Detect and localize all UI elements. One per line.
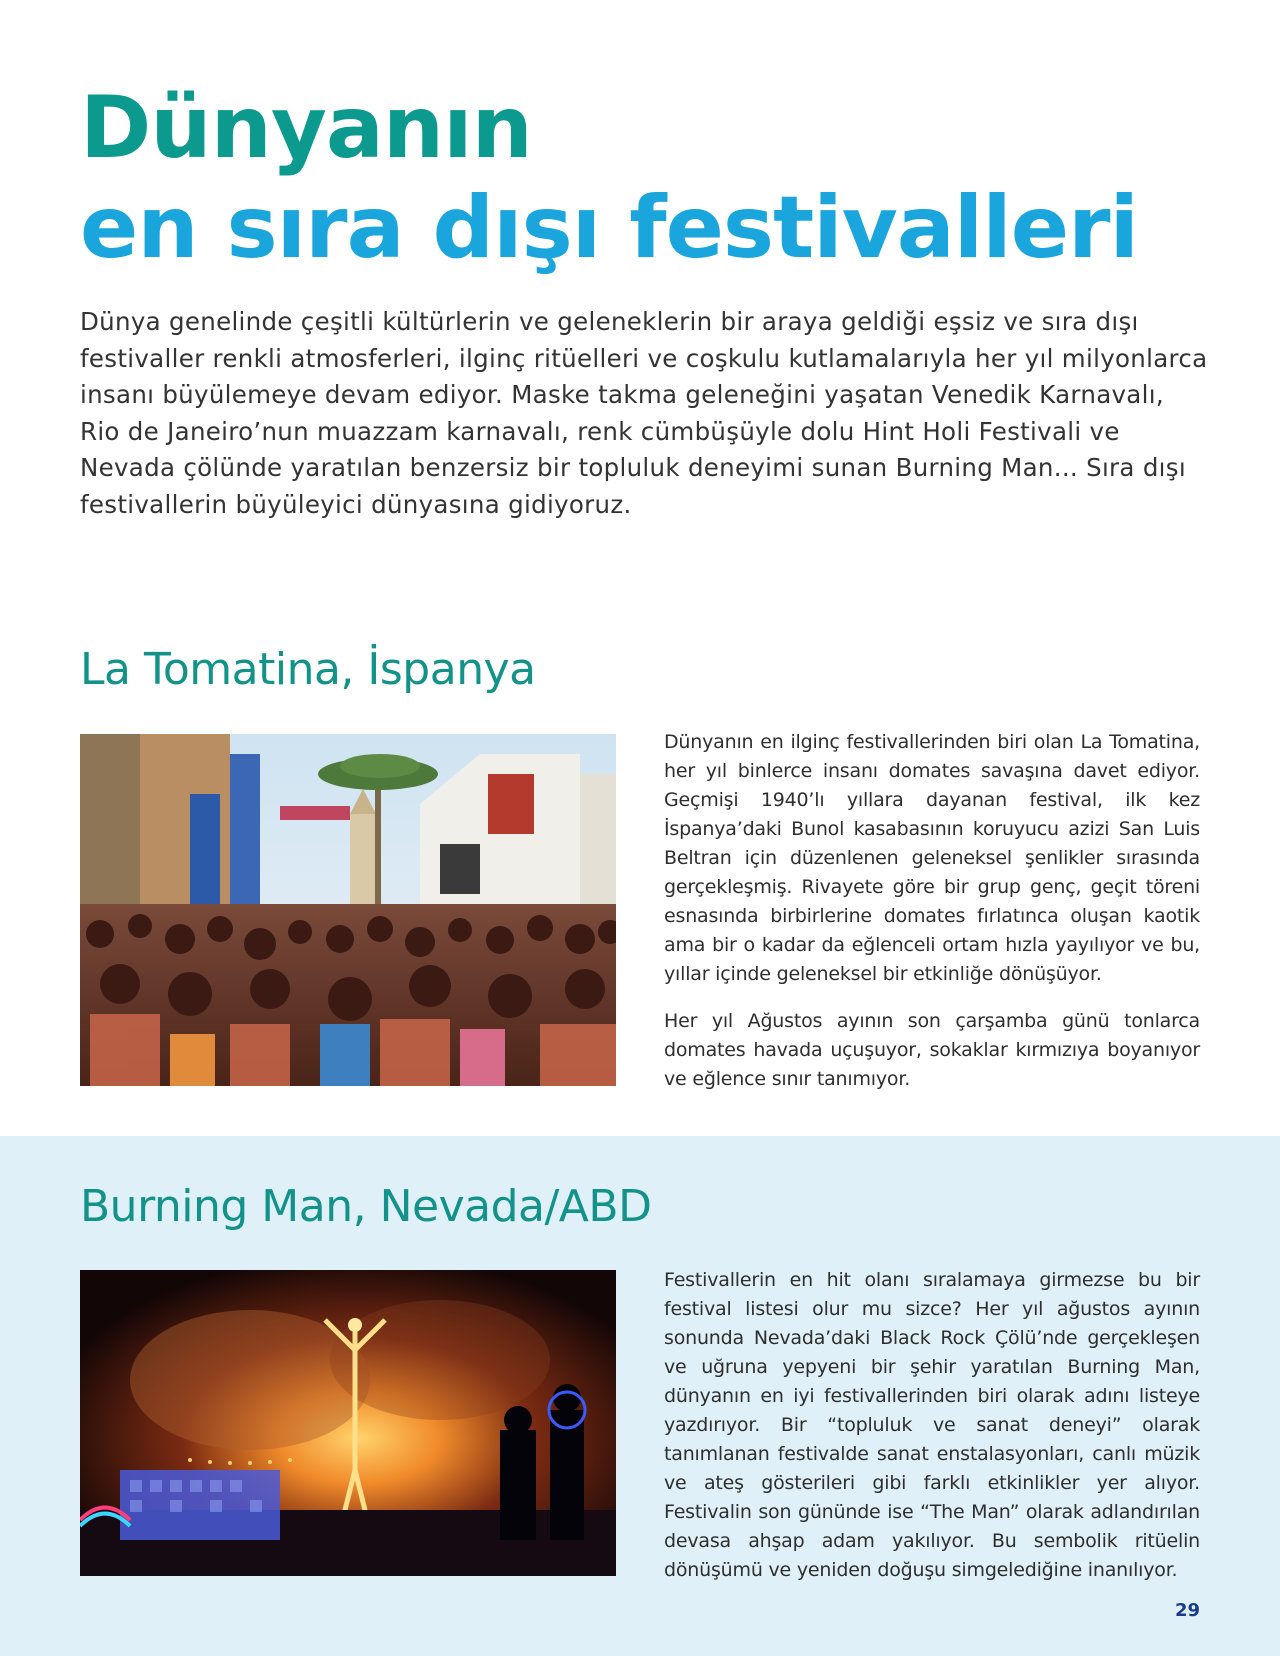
section-heading-la-tomatina: La Tomatina, İspanya <box>80 644 536 695</box>
la-tomatina-photo <box>80 734 616 1086</box>
burning-man-text <box>664 1266 1200 1585</box>
title-line-1: Dünyanın <box>80 78 532 178</box>
la-tomatina-paragraph-1: Dünyanın en ilginç festivallerinden biri olan La Tomatina, her yıl binlerce insanı domates savaşına davet ediyor. Geçmişi 1940’lı yıllara dayanan festival, ilk kez İspanya’daki Bunol kasabasının koruyucu azizi San Luis Beltran için düzenlenen geleneksel şenlikler sırasında gerçekleşmiş. Rivayete göre bir grup genç, geçit töreni esnasında birbirlerine domates fırlatınca oluşan kaotik ama bir o kadar da eğlenceli ortam hızla yayılıyor ve bu, yıllar içinde geleneksel bir etkinliğe dönüşüyor. <box>664 731 1200 985</box>
burning-man-paragraph-1: Festivallerin en hit olanı sıralamaya girmezse bu bir festival listesi olur mu sizce? Her yıl ağustos ayının sonunda Nevada’daki Black Rock Çölü’nde gerçekleşen ve uğruna yepyeni bir şehir yaratılan Burning Man, dünyanın en iyi festivallerinden biri olarak adını listeye yazdırıyor. Bir “topluluk ve sanat deneyi” olarak tanımlanan festivalde sanat enstalasyonları, canlı müzik ve ateş gösterileri gibi farklı etkinlikler yer alıyor. Festivalin son gününde ise “The Man” olarak adlandırılan devasa ahşap adam yakılıyor. Bu sembolik ritüelin dönüşümü ve yeniden doğuşu simgelediğine inanılıyor. <box>664 1269 1200 1581</box>
title-line-2: en sıra dışı festivalleri <box>80 178 1138 278</box>
page-number: 29 <box>1174 1600 1200 1621</box>
section-heading-burning-man: Burning Man, Nevada/ABD <box>80 1181 652 1232</box>
intro-paragraph: Dünya genelinde çeşitli kültürlerin ve geleneklerin bir araya geldiği eşsiz ve sıra dışı festivaller renkli atmosferleri, ilginç ritüelleri ve coşkulu kutlamalarıyla her yıl milyonlarca insanı büyülemeye devam ediyor. Maske takma geleneğini yaşatan Venedik Karnavalı, Rio de Janeiro’nun muazzam karnavalı, renk cümbüşüyle dolu Hint Holi Festivali ve Nevada çölünde yaratılan benzersiz bir topluluk deneyimi sunan Burning Man... Sıra dışı festivallerin büyüleyici dünyasına gidiyoruz. <box>80 307 1208 519</box>
la-tomatina-text <box>664 728 1200 1094</box>
burning-man-photo <box>80 1270 616 1576</box>
page-title <box>80 78 1220 278</box>
la-tomatina-paragraph-2: Her yıl Ağustos ayının son çarşamba günü tonlarca domates havada uçuşuyor, sokaklar kırmızıya boyanıyor ve eğlence sınır tanımıyor. <box>664 1010 1200 1090</box>
